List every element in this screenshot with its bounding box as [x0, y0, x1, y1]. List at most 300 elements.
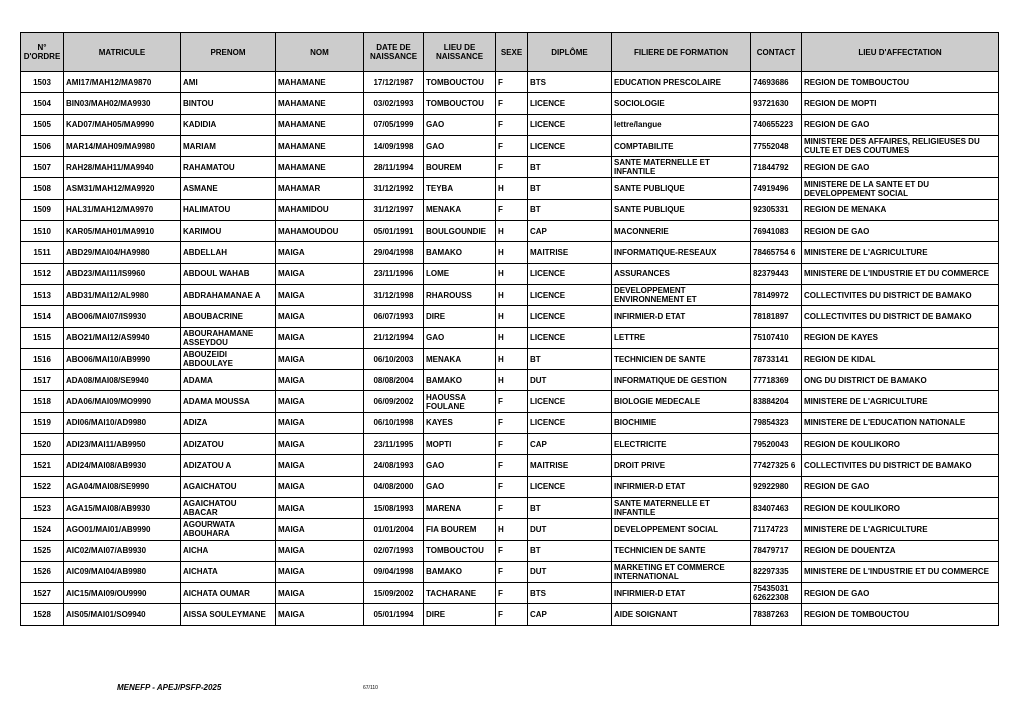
table-cell: ABDRAHAMANAE A — [181, 284, 276, 305]
table-cell: HAOUSSA FOULANE — [424, 391, 496, 412]
table-cell: 06/07/1993 — [364, 306, 424, 327]
table-cell: GAO — [424, 114, 496, 135]
table-row — [21, 434, 999, 455]
table-cell: 1505 — [21, 114, 64, 135]
table-cell: MAIGA — [276, 242, 364, 263]
table-row — [21, 412, 999, 433]
table-cell: 1527 — [21, 583, 64, 604]
table-cell: AMI17/MAH12/MA9870 — [64, 72, 181, 93]
table-cell: COLLECTIVITES DU DISTRICT DE BAMAKO — [802, 306, 999, 327]
table-cell: 78387263 — [751, 604, 802, 625]
table-cell: F — [496, 135, 528, 156]
table-row — [21, 583, 999, 604]
table-cell: BIOCHIMIE — [612, 412, 751, 433]
table-cell: H — [496, 221, 528, 242]
table-cell: REGION DE DOUENTZA — [802, 540, 999, 561]
table-cell: F — [496, 540, 528, 561]
table-cell: REGION DE GAO — [802, 157, 999, 178]
table-cell: H — [496, 306, 528, 327]
table-row — [21, 178, 999, 199]
table-cell: 77552048 — [751, 135, 802, 156]
table-cell: AMI — [181, 72, 276, 93]
table-cell: AIDE SOIGNANT — [612, 604, 751, 625]
personnel-table — [20, 32, 999, 626]
table-cell: REGION DE GAO — [802, 583, 999, 604]
table-cell: AICHATA OUMAR — [181, 583, 276, 604]
table-cell: lettre/langue — [612, 114, 751, 135]
table-cell: MAHAMANE — [276, 114, 364, 135]
table-row — [21, 391, 999, 412]
table-cell: REGION DE MOPTI — [802, 93, 999, 114]
table-cell: 1507 — [21, 157, 64, 178]
table-cell: 78465754 6 — [751, 242, 802, 263]
table-cell: BOULGOUNDIE — [424, 221, 496, 242]
table-cell: F — [496, 561, 528, 582]
table-cell: AICHA — [181, 540, 276, 561]
table-row — [21, 199, 999, 220]
table-cell: REGION DE TOMBOUCTOU — [802, 72, 999, 93]
table-cell: H — [496, 348, 528, 369]
table-cell: TEYBA — [424, 178, 496, 199]
table-cell: ABDELLAH — [181, 242, 276, 263]
column-header: DIPLÔME — [528, 33, 612, 72]
table-cell: ADI24/MAI08/AB9930 — [64, 455, 181, 476]
table-cell: 1520 — [21, 434, 64, 455]
table-cell: MOPTI — [424, 434, 496, 455]
table-row — [21, 242, 999, 263]
table-cell: BAMAKO — [424, 370, 496, 391]
column-header: LIEU D'AFFECTATION — [802, 33, 999, 72]
table-row — [21, 135, 999, 156]
table-cell: F — [496, 497, 528, 518]
table-cell: F — [496, 72, 528, 93]
table-cell: CAP — [528, 604, 612, 625]
table-cell: TECHNICIEN DE SANTE — [612, 348, 751, 369]
table-cell: H — [496, 327, 528, 348]
table-cell: ABOUZEIDI ABDOULAYE — [181, 348, 276, 369]
table-cell: MARKETING ET COMMERCE INTERNATIONAL — [612, 561, 751, 582]
table-cell: AGA04/MAI08/SE9990 — [64, 476, 181, 497]
table-cell: MAIGA — [276, 561, 364, 582]
table-cell: 78733141 — [751, 348, 802, 369]
table-cell: GAO — [424, 135, 496, 156]
footer-label: MENEFP - APEJ/PSFP-2025 — [117, 683, 222, 692]
table-cell: 79520043 — [751, 434, 802, 455]
table-cell: 01/01/2004 — [364, 519, 424, 540]
table-cell: SANTE MATERNELLE ET INFANTILE — [612, 497, 751, 518]
table-cell: 09/04/1998 — [364, 561, 424, 582]
table-cell: RAHAMATOU — [181, 157, 276, 178]
table-cell: BOUREM — [424, 157, 496, 178]
table-cell: 75435031 62622308 — [751, 583, 802, 604]
table-cell: 14/09/1998 — [364, 135, 424, 156]
table-cell: REGION DE KOULIKORO — [802, 434, 999, 455]
table-cell: MAHAMAR — [276, 178, 364, 199]
table-cell: DUT — [528, 370, 612, 391]
table-cell: DEVELOPPEMENT ENVIRONNEMENT ET — [612, 284, 751, 305]
table-cell: ADI23/MAI11/AB9950 — [64, 434, 181, 455]
table-cell: 31/12/1997 — [364, 199, 424, 220]
table-cell: HALIMATOU — [181, 199, 276, 220]
table-cell: F — [496, 455, 528, 476]
table-cell: 1525 — [21, 540, 64, 561]
table-cell: 77427325 6 — [751, 455, 802, 476]
table-cell: AGAICHATOU — [181, 476, 276, 497]
table-cell: EDUCATION PRESCOLAIRE — [612, 72, 751, 93]
table-cell: 1504 — [21, 93, 64, 114]
table-cell: 740655223 — [751, 114, 802, 135]
table-cell: 17/12/1987 — [364, 72, 424, 93]
table-cell: 1522 — [21, 476, 64, 497]
table-cell: 83884204 — [751, 391, 802, 412]
table-cell: 05/01/1991 — [364, 221, 424, 242]
table-cell: F — [496, 583, 528, 604]
column-header: CONTACT — [751, 33, 802, 72]
table-cell: SANTE PUBLIQUE — [612, 199, 751, 220]
table-cell: MAIGA — [276, 497, 364, 518]
table-cell: MINISTERE DE L'EDUCATION NATIONALE — [802, 412, 999, 433]
table-cell: RHAROUSS — [424, 284, 496, 305]
table-cell: TACHARANE — [424, 583, 496, 604]
table-cell: MAIGA — [276, 306, 364, 327]
table-cell: 1506 — [21, 135, 64, 156]
table-cell: BT — [528, 497, 612, 518]
table-cell: 1524 — [21, 519, 64, 540]
table-cell: 93721630 — [751, 93, 802, 114]
table-cell: DUT — [528, 561, 612, 582]
table-cell: BAMAKO — [424, 561, 496, 582]
table-cell: LICENCE — [528, 327, 612, 348]
table-cell: H — [496, 263, 528, 284]
table-cell: 78479717 — [751, 540, 802, 561]
table-cell: ADI06/MAI10/AD9980 — [64, 412, 181, 433]
table-cell: INFORMATIQUE DE GESTION — [612, 370, 751, 391]
table-cell: TOMBOUCTOU — [424, 72, 496, 93]
table-cell: MAIGA — [276, 455, 364, 476]
table-cell: ABD23/MAI11/IS9960 — [64, 263, 181, 284]
table-cell: 74919496 — [751, 178, 802, 199]
table-cell: ADAMA MOUSSA — [181, 391, 276, 412]
table-cell: MARENA — [424, 497, 496, 518]
column-header: N° D'ORDRE — [21, 33, 64, 72]
table-cell: REGION DE KAYES — [802, 327, 999, 348]
table-cell: AIC09/MAI04/AB9980 — [64, 561, 181, 582]
table-cell: 06/09/2002 — [364, 391, 424, 412]
table-cell: 71174723 — [751, 519, 802, 540]
table-row — [21, 114, 999, 135]
table-cell: 75107410 — [751, 327, 802, 348]
table-cell: 23/11/1995 — [364, 434, 424, 455]
table-cell: SANTE MATERNELLE ET INFANTILE — [612, 157, 751, 178]
table-row — [21, 93, 999, 114]
table-row — [21, 72, 999, 93]
table-cell: 1512 — [21, 263, 64, 284]
table-cell: DEVELOPPEMENT SOCIAL — [612, 519, 751, 540]
table-cell: ASSURANCES — [612, 263, 751, 284]
table-cell: MAR14/MAH09/MA9980 — [64, 135, 181, 156]
column-header: DATE DE NAISSANCE — [364, 33, 424, 72]
column-header: FILIERE DE FORMATION — [612, 33, 751, 72]
table-cell: ABOURAHAMANE ASSEYDOU — [181, 327, 276, 348]
table-cell: MAHAMANE — [276, 157, 364, 178]
table-cell: BT — [528, 157, 612, 178]
table-cell: MACONNERIE — [612, 221, 751, 242]
table-cell: F — [496, 476, 528, 497]
table-cell: AGAICHATOU ABACAR — [181, 497, 276, 518]
table-cell: INFIRMIER-D ETAT — [612, 583, 751, 604]
table-cell: 1511 — [21, 242, 64, 263]
table-cell: MENAKA — [424, 199, 496, 220]
column-header: SEXE — [496, 33, 528, 72]
table-cell: ABOUBACRINE — [181, 306, 276, 327]
table-cell: AGA15/MAI08/AB9930 — [64, 497, 181, 518]
table-row — [21, 476, 999, 497]
table-cell: BIN03/MAH02/MA9930 — [64, 93, 181, 114]
table-cell: 31/12/1998 — [364, 284, 424, 305]
page-number: 67/110 — [363, 685, 378, 691]
table-cell: 1514 — [21, 306, 64, 327]
table-cell: 07/05/1999 — [364, 114, 424, 135]
table-cell: AIC15/MAI09/OU9990 — [64, 583, 181, 604]
table-cell: KAYES — [424, 412, 496, 433]
table-cell: F — [496, 391, 528, 412]
table-cell: SANTE PUBLIQUE — [612, 178, 751, 199]
table-cell: H — [496, 284, 528, 305]
table-cell: F — [496, 93, 528, 114]
table-cell: H — [496, 519, 528, 540]
table-cell: 1519 — [21, 412, 64, 433]
table-cell: 74693686 — [751, 72, 802, 93]
table-cell: MAHAMOUDOU — [276, 221, 364, 242]
table-cell: TECHNICIEN DE SANTE — [612, 540, 751, 561]
table-cell: 1521 — [21, 455, 64, 476]
table-row — [21, 221, 999, 242]
table-cell: TOMBOUCTOU — [424, 93, 496, 114]
table-cell: REGION DE MENAKA — [802, 199, 999, 220]
table-cell: AICHATA — [181, 561, 276, 582]
table-cell: ASM31/MAH12/MA9920 — [64, 178, 181, 199]
table-cell: 28/11/1994 — [364, 157, 424, 178]
table-cell: MAIGA — [276, 583, 364, 604]
table-cell: 24/08/1993 — [364, 455, 424, 476]
table-cell: INFIRMIER-D ETAT — [612, 306, 751, 327]
table-cell: MAIGA — [276, 476, 364, 497]
table-cell: ADIZATOU A — [181, 455, 276, 476]
table-cell: COMPTABILITE — [612, 135, 751, 156]
table-cell: 02/07/1993 — [364, 540, 424, 561]
table-cell: SOCIOLOGIE — [612, 93, 751, 114]
table-cell: 82297335 — [751, 561, 802, 582]
table-cell: 71844792 — [751, 157, 802, 178]
table-cell: 1513 — [21, 284, 64, 305]
table-cell: MINISTERE DE L'INDUSTRIE ET DU COMMERCE — [802, 263, 999, 284]
table-cell: HAL31/MAH12/MA9970 — [64, 199, 181, 220]
table-cell: TOMBOUCTOU — [424, 540, 496, 561]
table-cell: LICENCE — [528, 114, 612, 135]
table-cell: MAIGA — [276, 391, 364, 412]
table-cell: LICENCE — [528, 476, 612, 497]
column-header: MATRICULE — [64, 33, 181, 72]
table-cell: MAIGA — [276, 327, 364, 348]
table-cell: 1528 — [21, 604, 64, 625]
table-cell: LICENCE — [528, 135, 612, 156]
table-cell: GAO — [424, 476, 496, 497]
table-cell: MINISTERE DE L'AGRICULTURE — [802, 519, 999, 540]
table-cell: 1509 — [21, 199, 64, 220]
table-cell: 1517 — [21, 370, 64, 391]
table-cell: 06/10/2003 — [364, 348, 424, 369]
table-cell: MENAKA — [424, 348, 496, 369]
table-cell: F — [496, 199, 528, 220]
table-cell: BT — [528, 540, 612, 561]
table-cell: 78181897 — [751, 306, 802, 327]
table-cell: MAIGA — [276, 263, 364, 284]
table-row — [21, 561, 999, 582]
table-cell: H — [496, 242, 528, 263]
table-cell: INFORMATIQUE-RESEAUX — [612, 242, 751, 263]
table-cell: LETTRE — [612, 327, 751, 348]
table-cell: MAHAMANE — [276, 93, 364, 114]
table-cell: 76941083 — [751, 221, 802, 242]
column-header: PRENOM — [181, 33, 276, 72]
table-cell: 79854323 — [751, 412, 802, 433]
table-row — [21, 263, 999, 284]
table-cell: LOME — [424, 263, 496, 284]
table-cell: 29/04/1998 — [364, 242, 424, 263]
table-cell: 08/08/2004 — [364, 370, 424, 391]
table-cell: LICENCE — [528, 263, 612, 284]
table-row — [21, 455, 999, 476]
table-cell: COLLECTIVITES DU DISTRICT DE BAMAKO — [802, 455, 999, 476]
table-cell: DIRE — [424, 306, 496, 327]
table-cell: LICENCE — [528, 391, 612, 412]
table-cell: F — [496, 412, 528, 433]
table-cell: DUT — [528, 519, 612, 540]
table-cell: ADAMA — [181, 370, 276, 391]
table-cell: ADA06/MAI09/MO9990 — [64, 391, 181, 412]
table-body — [21, 72, 999, 626]
table-cell: 92922980 — [751, 476, 802, 497]
table-cell: BAMAKO — [424, 242, 496, 263]
table-cell: 04/08/2000 — [364, 476, 424, 497]
table-cell: 1503 — [21, 72, 64, 93]
table-cell: RAH28/MAH11/MA9940 — [64, 157, 181, 178]
table-cell: MAIGA — [276, 284, 364, 305]
table-cell: MINISTERE DE LA SANTE ET DU DEVELOPPEMENT SOCIAL — [802, 178, 999, 199]
table-cell: GAO — [424, 327, 496, 348]
table-cell: REGION DE GAO — [802, 221, 999, 242]
table-cell: ABDOUL WAHAB — [181, 263, 276, 284]
table-cell: 83407463 — [751, 497, 802, 518]
table-row — [21, 540, 999, 561]
table-cell: INFIRMIER-D ETAT — [612, 476, 751, 497]
table-row — [21, 370, 999, 391]
table-row — [21, 604, 999, 625]
table-cell: 15/09/2002 — [364, 583, 424, 604]
table-cell: 92305331 — [751, 199, 802, 220]
table-cell: MAIGA — [276, 348, 364, 369]
table-cell: 03/02/1993 — [364, 93, 424, 114]
table-cell: COLLECTIVITES DU DISTRICT DE BAMAKO — [802, 284, 999, 305]
table-cell: 1515 — [21, 327, 64, 348]
table-cell: KAR05/MAH01/MA9910 — [64, 221, 181, 242]
table-cell: 1516 — [21, 348, 64, 369]
table-cell: ABO21/MAI12/AS9940 — [64, 327, 181, 348]
table-cell: 1518 — [21, 391, 64, 412]
table-cell: MAIGA — [276, 519, 364, 540]
table-cell: MINISTERE DES AFFAIRES, RELIGIEUSES DU CULTE ET DES COUTUMES — [802, 135, 999, 156]
table-cell: 31/12/1992 — [364, 178, 424, 199]
table-cell: DIRE — [424, 604, 496, 625]
column-header: LIEU DE NAISSANCE — [424, 33, 496, 72]
table-cell: BTS — [528, 583, 612, 604]
table-cell: GAO — [424, 455, 496, 476]
table-cell: ADA08/MAI08/SE9940 — [64, 370, 181, 391]
table-cell: 78149972 — [751, 284, 802, 305]
table-cell: MAIGA — [276, 540, 364, 561]
table-cell: AIS05/MAI01/SO9940 — [64, 604, 181, 625]
table-cell: CAP — [528, 434, 612, 455]
table-cell: MINISTERE DE L'INDUSTRIE ET DU COMMERCE — [802, 561, 999, 582]
table-cell: REGION DE TOMBOUCTOU — [802, 604, 999, 625]
table-cell: H — [496, 178, 528, 199]
table-cell: 1523 — [21, 497, 64, 518]
table-cell: BT — [528, 199, 612, 220]
table-cell: MAIGA — [276, 370, 364, 391]
table-cell: 05/01/1994 — [364, 604, 424, 625]
table-cell: BTS — [528, 72, 612, 93]
table-row — [21, 284, 999, 305]
table-cell: KAD07/MAH05/MA9990 — [64, 114, 181, 135]
table-cell: MAITRISE — [528, 242, 612, 263]
table-cell: LICENCE — [528, 284, 612, 305]
table-cell: MAHAMANE — [276, 72, 364, 93]
table-cell: MAITRISE — [528, 455, 612, 476]
table-cell: AIC02/MAI07/AB9930 — [64, 540, 181, 561]
table-cell: F — [496, 604, 528, 625]
table-cell: MINISTERE DE L'AGRICULTURE — [802, 242, 999, 263]
table-cell: REGION DE GAO — [802, 476, 999, 497]
table-cell: MARIAM — [181, 135, 276, 156]
table-cell: ABO06/MAI07/IS9930 — [64, 306, 181, 327]
table-cell: 77718369 — [751, 370, 802, 391]
table-row — [21, 327, 999, 348]
table-cell: 23/11/1996 — [364, 263, 424, 284]
table-cell: KADIDIA — [181, 114, 276, 135]
table-cell: BINTOU — [181, 93, 276, 114]
table-cell: AISSA SOULEYMANE — [181, 604, 276, 625]
table-cell: F — [496, 114, 528, 135]
table-cell: LICENCE — [528, 93, 612, 114]
table-cell: MINISTERE DE L'AGRICULTURE — [802, 391, 999, 412]
table-row — [21, 306, 999, 327]
table-cell: DROIT PRIVE — [612, 455, 751, 476]
table-cell: 1508 — [21, 178, 64, 199]
table-row — [21, 157, 999, 178]
table-cell: MAHAMIDOU — [276, 199, 364, 220]
table-cell: KARIMOU — [181, 221, 276, 242]
table-cell: BT — [528, 348, 612, 369]
table-cell: BT — [528, 178, 612, 199]
table-cell: ONG DU DISTRICT DE BAMAKO — [802, 370, 999, 391]
table-cell: 21/12/1994 — [364, 327, 424, 348]
table-cell: 82379443 — [751, 263, 802, 284]
table-row — [21, 519, 999, 540]
table-cell: LICENCE — [528, 306, 612, 327]
table-cell: ABD31/MAI12/AL9980 — [64, 284, 181, 305]
table-cell: CAP — [528, 221, 612, 242]
column-header: NOM — [276, 33, 364, 72]
